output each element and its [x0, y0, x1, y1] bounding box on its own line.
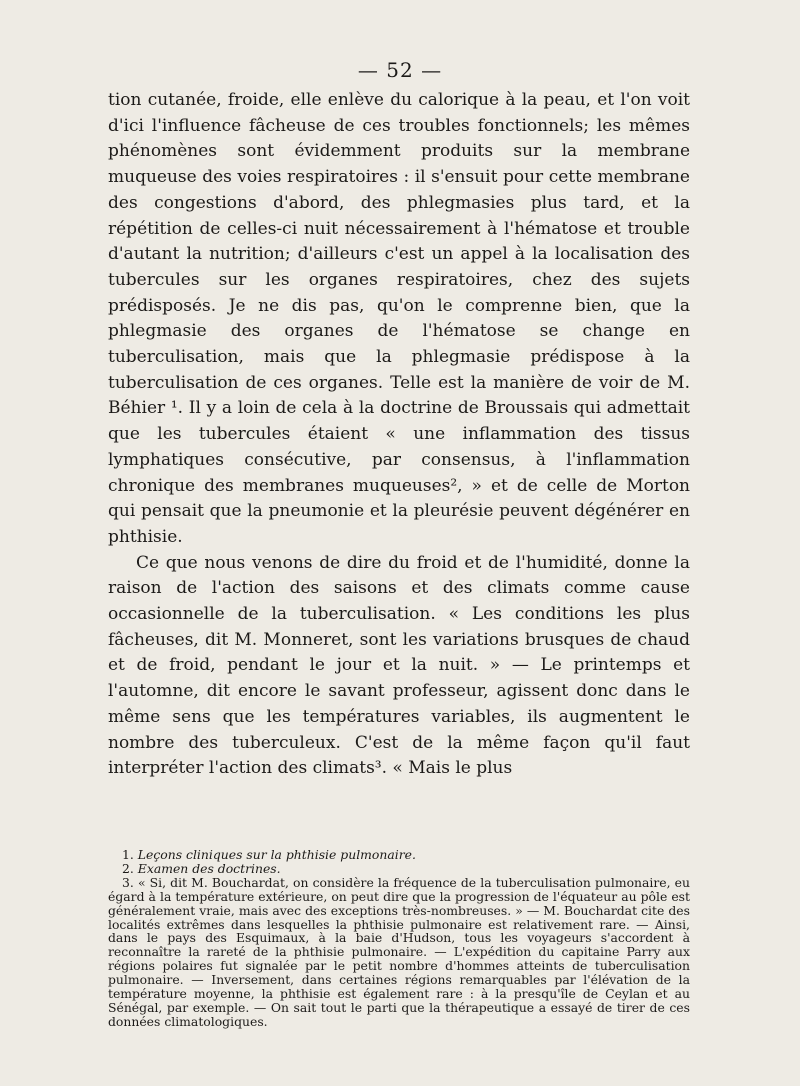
main-text [108, 88, 690, 782]
footnote-number: 2. [122, 860, 134, 876]
footnote-text: « Si, dit M. Bouchardat, on considère la fréquence de la tuberculisation pulmonaire, eu égard à la température extérieure, on peut dire que la progression de l'équateur au pôle est généralement vraie, mais avec des exceptions très-nombreuses. » — M. Bouchardat cite des localités extrêmes dans lesquelles la phthisie pulmonaire est relativement rare. — Ainsi, dans le pays des Esquimaux, à la baie d'Hudson, tous les voyageurs s'accordent à reconnaître la rareté de la phthisie pulmonaire. — L'expédition du capitaine Parry aux régions polaires fut signalée par le petit nombre d'hommes atteints de tuberculisation pulmonaire. — Inversement, dans certaines régions remarquables par l'élévation de la température moyenne, la phthisie est également rare : à la presqu'île de Ceylan et au Sénégal, par exemple. — On sait tout le parti que la thérapeutique a essayé de tirer de ces données climatologiques. [108, 874, 690, 1029]
paragraph-1: tion cutanée, froide, elle enlève du calorique à la peau, et l'on voit d'ici l'influence fâcheuse de ces troubles fonctionnels; les mêmes phénomènes sont évidemment produits sur la membrane muqueuse des voies respiratoires : il s'ensuit pour cette membrane des congestions d'abord, des phlegmasies plus tard, et la répétition de celles-ci nuit nécessairement à l'hématose et trouble d'autant la nutrition; d'ailleurs c'est un appel à la localisation des tubercules sur les organes respiratoires, chez des sujets prédisposés. Je ne dis pas, qu'on le comprenne bien, que la phlegmasie des organes de l'hématose se change en tuberculisation, mais que la phlegmasie prédispose à la tuberculisation de ces organes. Telle est la manière de voir de M. Béhier ¹. Il y a loin de cela à la doctrine de Broussais qui admettait que les tubercules étaient « une inflammation des tissus lymphatiques consécutive, par consensus, à l'inflammation chronique des membranes muqueuses², » et de celle de Morton qui pensait que la pneumonie et la pleurésie peuvent dégénérer en phthisie. [108, 90, 690, 547]
footnote-number: 3. [122, 874, 134, 890]
paragraph-2: Ce que nous venons de dire du froid et de l'humidité, donne la raison de l'action des saisons et des climats comme cause occasionnelle de la tuberculisation. « Les conditions les plus fâcheuses, dit M. Monneret, sont les variations brusques de chaud et de froid, pendant le jour et la nuit. » — Le printemps et l'automne, dit encore le savant professeur, agissent donc dans le même sens que les températures variables, ils augmentent le nombre des tuberculeux. C'est de la même façon qu'il faut interpréter l'action des climats³. « Mais le plus [108, 552, 690, 779]
page-number: — 52 — [357, 58, 443, 82]
footnote-2 [108, 862, 690, 876]
footnotes [108, 848, 690, 1029]
footnote-text: Leçons cliniques sur la phthisie pulmonaire. [137, 847, 416, 862]
footnote-text: Examen des doctrines. [137, 860, 281, 876]
footnote-3 [108, 876, 690, 1029]
footnote-1 [108, 848, 690, 862]
footnote-number: 1. [122, 847, 134, 862]
